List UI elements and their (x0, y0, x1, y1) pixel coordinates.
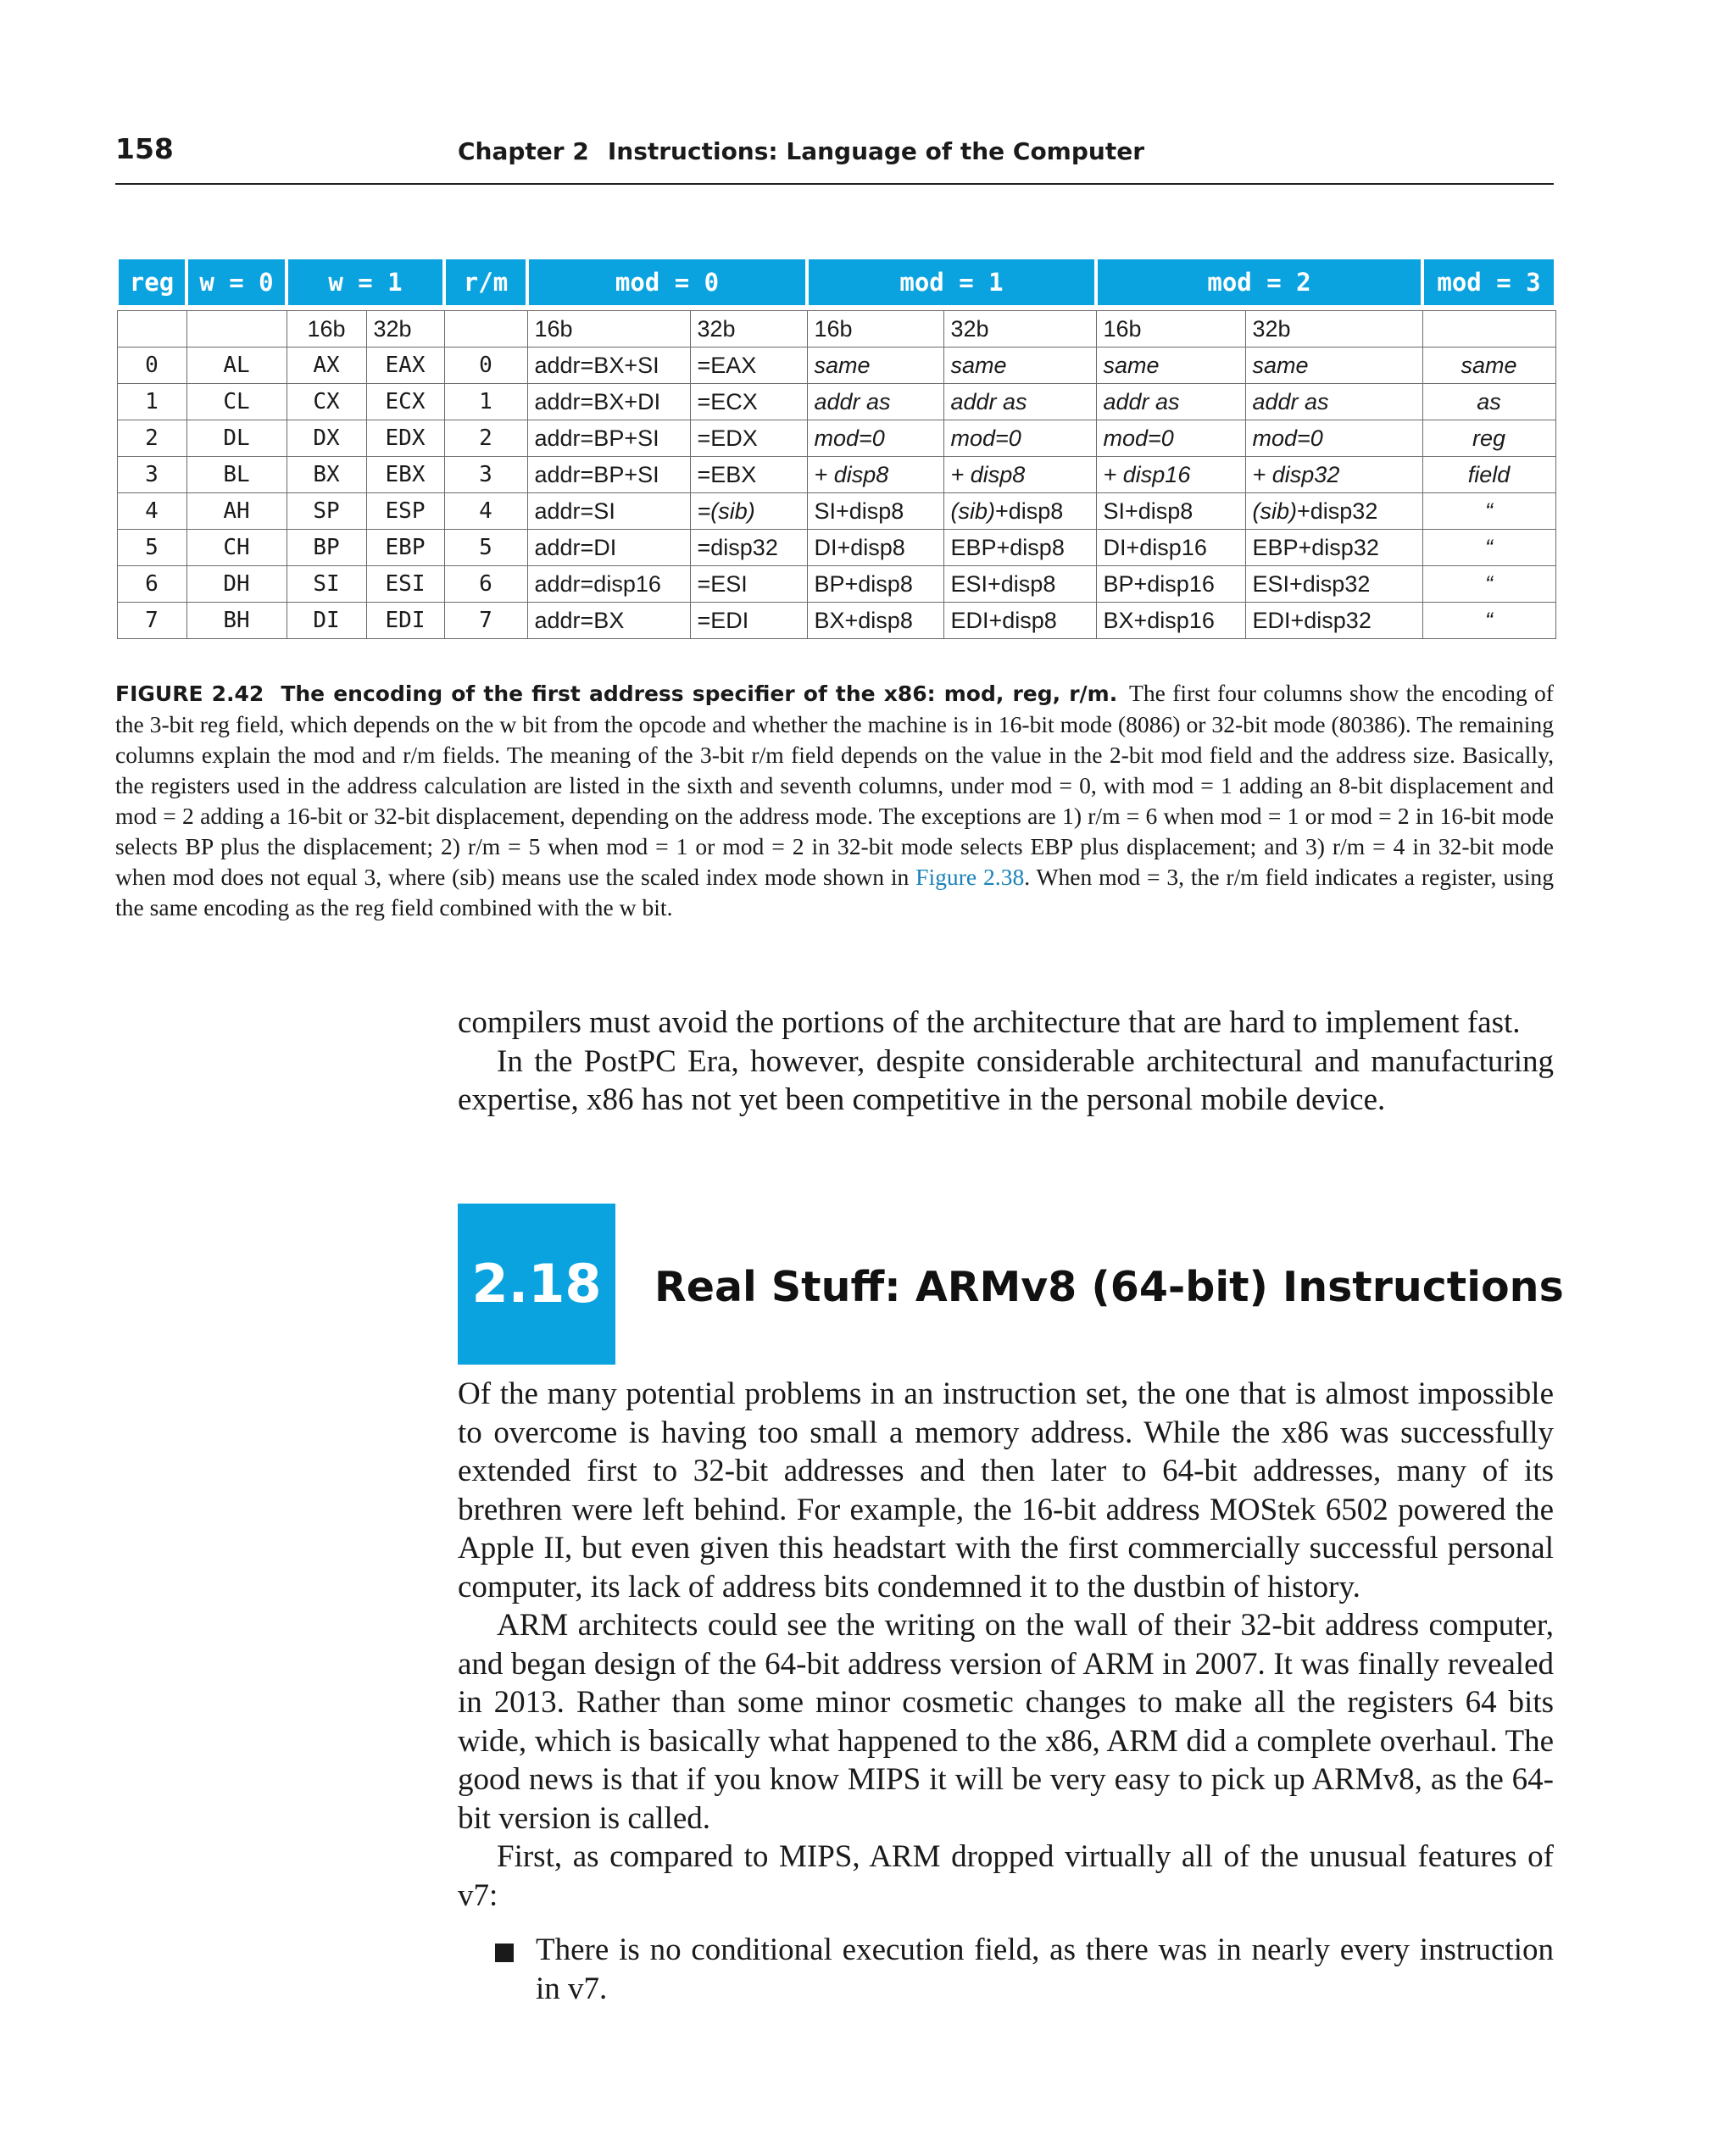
table-cell: =(sib) (690, 493, 807, 530)
table-cell (186, 311, 287, 348)
table-cell: 7 (117, 603, 186, 639)
bullet-text: There is no conditional execution field, as there was in nearly every instruction in v7. (536, 1932, 1554, 2006)
table-cell: addr=BX+SI (527, 348, 690, 384)
table-cell: + disp8 (807, 457, 943, 493)
header-reg: reg (117, 259, 186, 305)
table-cell: “ (1422, 566, 1555, 603)
table-row (117, 420, 1555, 457)
table-cell: BX+disp8 (807, 603, 943, 639)
paragraph: First, as compared to MIPS, ARM dropped virtually all of the unusual features of v7: (458, 1839, 1554, 1913)
table-cell: 7 (444, 603, 527, 639)
table-cell: 0 (117, 348, 186, 384)
header-w1: w = 1 (287, 259, 444, 305)
caption-text-end: . When mod = 3, the r/m field indicates a register, using the same encoding as the reg field combined with the w bit. (115, 864, 1554, 920)
table-cell: 32b (1245, 311, 1422, 348)
table-cell: 0 (444, 348, 527, 384)
table-body (117, 348, 1555, 639)
table-row (117, 603, 1555, 639)
table-cell: “ (1422, 530, 1555, 566)
table-cell: mod=0 (1096, 420, 1245, 457)
table-row (117, 530, 1555, 566)
table-cell: 5 (444, 530, 527, 566)
header-mod3: mod = 3 (1422, 259, 1555, 305)
table-cell: reg (1422, 420, 1555, 457)
table-cell: addr=BX+DI (527, 384, 690, 420)
table-cell: mod=0 (807, 420, 943, 457)
table-cell: SI+disp8 (1096, 493, 1245, 530)
table-cell: SI (287, 566, 366, 603)
table-cell: DH (186, 566, 287, 603)
chapter-title: Instructions: Language of the Computer (607, 137, 1145, 165)
table-cell: 32b (943, 311, 1096, 348)
table-cell: EBP+disp8 (943, 530, 1096, 566)
table-cell: addr as (943, 384, 1096, 420)
table-cell: EAX (366, 348, 444, 384)
paragraph: compilers must avoid the portions of the architecture that are hard to implement fast. (458, 1005, 1521, 1040)
table-cell: same (1422, 348, 1555, 384)
body-text-main (458, 1375, 1554, 1915)
table-row (117, 493, 1555, 530)
chapter-label: Chapter 2 (458, 137, 589, 165)
table-cell: “ (1422, 603, 1555, 639)
table-cell: EDI+disp32 (1245, 603, 1422, 639)
table-cell: EBX (366, 457, 444, 493)
table-row (117, 384, 1555, 420)
table-cell: ESP (366, 493, 444, 530)
header-mod2: mod = 2 (1096, 259, 1422, 305)
table-cell: DI+disp8 (807, 530, 943, 566)
caption-text: The first four columns show the encoding of the 3-bit reg field, which depends on the w bit from the opcode and whether the machine is in 16-bit mode (8086) or 32-bit mode (80386). The remaining columns explain the mod and r/m fields. The meaning of the 3-bit r/m field depends on the value in the 2-bit mod field and the address size. Basically, the registers used in the address calculation are listed in the sixth and seventh columns, under mod = 0, with mod = 1 adding an 8-bit displacement and mod = 2 adding a 16-bit or 32-bit displacement, depending on the address mode. The exceptions are 1) r/m = 6 when mod = 1 or mod = 2 in 16-bit mode selects BP plus the displacement; 2) r/m = 5 when mod = 1 or mod = 2 in 32-bit mode selects EBP plus displacement; and 3) r/m = 4 in 32-bit mode when mod does not equal 3, where (sib) means use the scaled index mode shown in (115, 680, 1554, 890)
table-cell: 1 (117, 384, 186, 420)
table-cell: 3 (444, 457, 527, 493)
header-mod1: mod = 1 (807, 259, 1096, 305)
table-cell: CL (186, 384, 287, 420)
table-cell: 32b (366, 311, 444, 348)
table-cell: =ECX (690, 384, 807, 420)
section-number: 2.18 (471, 1253, 602, 1315)
table-cell: 16b (527, 311, 690, 348)
table-cell: addr as (1245, 384, 1422, 420)
table-cell: =disp32 (690, 530, 807, 566)
table-cell: AL (186, 348, 287, 384)
section-title: Real Stuff: ARMv8 (64-bit) Instructions (654, 1263, 1564, 1311)
table-cell: EDX (366, 420, 444, 457)
table-cell: DL (186, 420, 287, 457)
table-header-row (117, 259, 1555, 305)
table-cell: 16b (287, 311, 366, 348)
encoding-table (115, 259, 1557, 639)
table-cell: 2 (444, 420, 527, 457)
header-w0: w = 0 (186, 259, 287, 305)
table-cell: SI+disp8 (807, 493, 943, 530)
table-cell: ESI (366, 566, 444, 603)
header-mod0: mod = 0 (527, 259, 807, 305)
table-cell: 4 (444, 493, 527, 530)
body-text-top (458, 1004, 1554, 1120)
table-cell (444, 311, 527, 348)
bullet-item (495, 1931, 1554, 2008)
table-cell: “ (1422, 493, 1555, 530)
figure-link[interactable]: Figure 2.38 (915, 864, 1025, 890)
table-cell: AX (287, 348, 366, 384)
table-cell: 1 (444, 384, 527, 420)
table-cell: =ESI (690, 566, 807, 603)
table-cell (1422, 311, 1555, 348)
table-cell: addr as (807, 384, 943, 420)
section-number-box (458, 1204, 615, 1365)
table-cell: BH (186, 603, 287, 639)
table-cell: BL (186, 457, 287, 493)
figure-caption (115, 678, 1554, 923)
table-cell: mod=0 (943, 420, 1096, 457)
table-cell: =EDI (690, 603, 807, 639)
table-cell: (sib)+disp32 (1245, 493, 1422, 530)
table-cell: EDI (366, 603, 444, 639)
table-cell: 5 (117, 530, 186, 566)
table-cell: addr as (1096, 384, 1245, 420)
table-cell: DX (287, 420, 366, 457)
table-cell: CX (287, 384, 366, 420)
table-cell: addr=SI (527, 493, 690, 530)
table-cell: =EDX (690, 420, 807, 457)
table-cell: field (1422, 457, 1555, 493)
table-cell: mod=0 (1245, 420, 1422, 457)
sib-marker: (sib) (1252, 498, 1297, 524)
table-row (117, 457, 1555, 493)
paragraph: ARM architects could see the writing on the wall of their 32-bit address computer, and began design of the 64-bit address version of ARM in 2007. It was finally revealed in 2013. Rather than some minor cosmetic changes to make all the registers 64 bits wide, which is basically what happened to the x86, ARM did a complete overhaul. The good news is that if you know MIPS it will be very easy to pick up ARMv8, as the 64-bit version is called. (458, 1608, 1554, 1836)
table-cell: same (807, 348, 943, 384)
table-cell: + disp8 (943, 457, 1096, 493)
table-cell: + disp16 (1096, 457, 1245, 493)
table-cell: 4 (117, 493, 186, 530)
table-cell: BX (287, 457, 366, 493)
table-cell: =EAX (690, 348, 807, 384)
table-cell: ECX (366, 384, 444, 420)
bullet-square-icon (495, 1944, 514, 1962)
table-cell: CH (186, 530, 287, 566)
table-cell: ESI+disp8 (943, 566, 1096, 603)
table-cell: 16b (1096, 311, 1245, 348)
table-cell: addr=BP+SI (527, 420, 690, 457)
table-cell (117, 311, 186, 348)
paragraph: In the PostPC Era, however, despite considerable architectural and manufacturing expertise, x86 has not yet been competitive in the personal mobile device. (458, 1043, 1554, 1117)
table-cell: EBP (366, 530, 444, 566)
table-cell: BP (287, 530, 366, 566)
table-cell: same (943, 348, 1096, 384)
table-cell: addr=BP+SI (527, 457, 690, 493)
table-cell: 16b (807, 311, 943, 348)
table-cell: as (1422, 384, 1555, 420)
table-cell: =EBX (690, 457, 807, 493)
table-cell: BX+disp16 (1096, 603, 1245, 639)
table-cell: 2 (117, 420, 186, 457)
table-cell: addr=disp16 (527, 566, 690, 603)
table-cell: ESI+disp32 (1245, 566, 1422, 603)
table-cell: DI+disp16 (1096, 530, 1245, 566)
table-cell: 3 (117, 457, 186, 493)
header-rm: r/m (444, 259, 527, 305)
table-row (117, 566, 1555, 603)
table-cell: (sib)+disp8 (943, 493, 1096, 530)
table-subheader-row (117, 311, 1555, 348)
table-row (117, 348, 1555, 384)
figure-label: FIGURE 2.42 (115, 681, 264, 706)
table-cell: EDI+disp8 (943, 603, 1096, 639)
running-head (458, 137, 1144, 165)
table-cell: addr=BX (527, 603, 690, 639)
page-number: 158 (115, 132, 174, 165)
table-cell: 6 (117, 566, 186, 603)
table-cell: + disp32 (1245, 457, 1422, 493)
table-cell: DI (287, 603, 366, 639)
table-cell: AH (186, 493, 287, 530)
page-header (115, 127, 1554, 185)
table-cell: same (1245, 348, 1422, 384)
table-cell: BP+disp16 (1096, 566, 1245, 603)
paragraph: Of the many potential problems in an instruction set, the one that is almost impossible to overcome is having too small a memory address. While the x86 was successfully extended first to 32-bit addresses and then later to 64-bit addresses, many of its brethren were left behind. For example, the 16-bit address MOStek 6502 powered the Apple II, but even given this headstart with the first commercially successful personal computer, its lack of address bits condemned it to the dustbin of history. (458, 1376, 1554, 1604)
table-cell: EBP+disp32 (1245, 530, 1422, 566)
table-cell: 32b (690, 311, 807, 348)
table-cell: addr=DI (527, 530, 690, 566)
table-cell: SP (287, 493, 366, 530)
table-cell: same (1096, 348, 1245, 384)
figure-title: The encoding of the first address specifier of the x86: mod, reg, r/m. (281, 681, 1118, 706)
sib-marker: (sib) (950, 498, 995, 524)
table-cell: 6 (444, 566, 527, 603)
table-cell: BP+disp8 (807, 566, 943, 603)
